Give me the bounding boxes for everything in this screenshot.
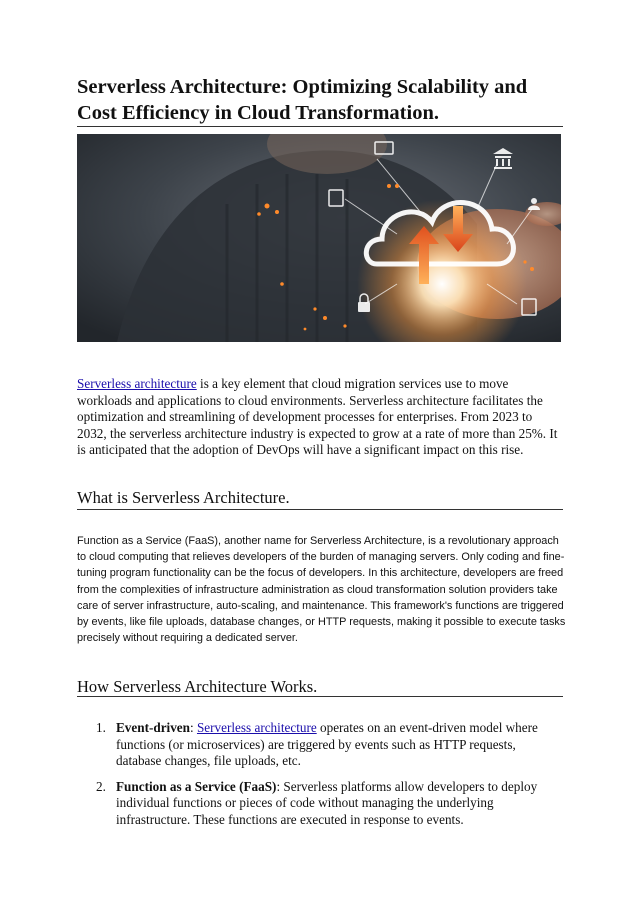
section-divider	[77, 696, 563, 697]
list-number: 1.	[96, 720, 106, 735]
serverless-architecture-link[interactable]: Serverless architecture	[77, 376, 197, 391]
section-heading-how: How Serverless Architecture Works.	[77, 677, 318, 696]
list-term: Function as a Service (FaaS)	[116, 778, 277, 794]
hero-image	[77, 134, 561, 342]
how-it-works-list	[77, 720, 563, 838]
list-separator: :	[190, 720, 197, 735]
list-text: operates on an event-driven model where functions (or microservices) are triggered by events such as HTTP requests, database changes, file uploads, etc.	[116, 720, 538, 769]
list-term: Event-driven	[116, 720, 190, 735]
cloud-hand-illustration	[77, 134, 561, 342]
serverless-architecture-link[interactable]: Serverless architecture	[196, 720, 317, 735]
title-divider	[77, 126, 563, 127]
section-divider	[77, 509, 563, 510]
list-separator: :	[276, 778, 284, 794]
list-item	[77, 779, 563, 829]
list-text: Serverless platforms allow developers to deploy individual functions or pieces of code without managing the underlying infrastructure. These functions are executed in response to events.	[116, 778, 538, 827]
section-heading-what: What is Serverless Architecture.	[77, 488, 290, 507]
intro-paragraph	[77, 376, 563, 459]
list-number: 2.	[96, 778, 106, 794]
page-title: Serverless Architecture: Optimizing Scalability and Cost Efficiency in Cloud Transformation.	[77, 76, 528, 124]
intro-text: is a key element that cloud migration services use to move workloads and applications to cloud environments. Serverless architecture facilitates the optimization and streamlining of development processes for enterprises. From 2023 to 2032, the serverless architecture industry is expected to grow at a rate of more than 25%. It is anticipated that the adoption of DevOps will have a significant impact on this rise.	[77, 376, 558, 458]
what-paragraph: Function as a Service (FaaS), another name for Serverless Architecture, is a revolutionary approach to cloud computing that relieves developers of the burden of managing servers. Only coding and fine-tuning program functionality can be the focus of developers. In this architecture, developers are freed from the complexities of infrastructure administration as cloud transformation solution providers take care of server infrastructure, auto-scaling, and maintenance. This framework's functions are triggered by events, like file uploads, database changes, or HTTP requests, making it possible to execute tasks precisely without requiring a dedicated server.	[77, 535, 566, 645]
list-item	[77, 720, 563, 770]
